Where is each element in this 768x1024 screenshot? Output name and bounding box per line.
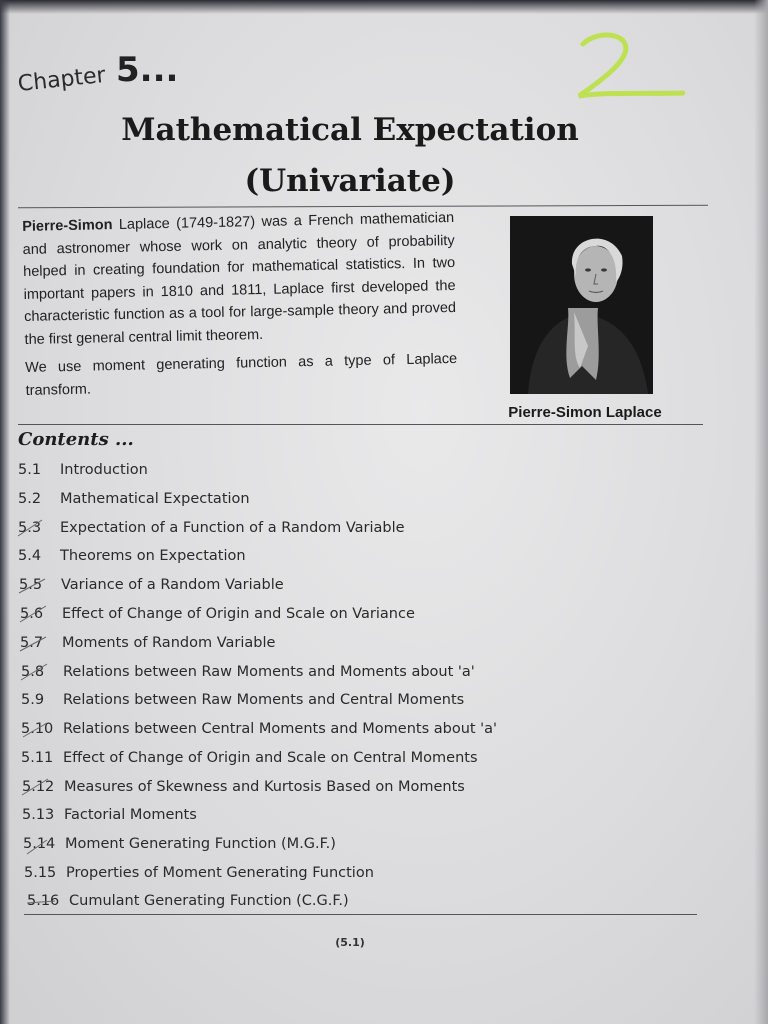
contents-item-number: 5.4 xyxy=(18,548,42,564)
contents-item-label: Theorems on Expectation xyxy=(60,548,246,564)
contents-item-number: 5.16 xyxy=(27,893,60,909)
contents-item-number: 5.13 xyxy=(22,807,55,823)
contents-item-number: 5.1 xyxy=(18,462,42,478)
chapter-title-line2: (Univariate) xyxy=(244,163,456,199)
contents-rule xyxy=(18,424,703,425)
contents-item-label: Effect of Change of Origin and Scale on Central Moments xyxy=(63,750,478,766)
contents-item-label: Introduction xyxy=(60,462,148,478)
contents-item-number: 5.6 xyxy=(20,606,44,622)
bio-name: Pierre-Simon xyxy=(22,217,113,235)
contents-item-label: Moments of Random Variable xyxy=(62,635,276,651)
contents-item-number: 5.7 xyxy=(20,635,44,651)
contents-item-number: 5.5 xyxy=(19,577,43,593)
contents-item-label: Mathematical Expectation xyxy=(60,491,250,507)
contents-item xyxy=(24,865,374,887)
contents-item-number: 5.14 xyxy=(23,836,56,852)
handwritten-2-mark xyxy=(565,30,685,110)
contents-item xyxy=(18,491,250,513)
bio-paragraph-1-text: Laplace (1749-1827) was a French mathematician and astronomer whose work on analytic theory of probability helped in creating foundation for mathematical statistics. In two important papers in 1810 and 1811, Laplace first developed the characteristic function as a tool for large-sample theory and proved the first general central limit theorem. xyxy=(22,209,457,348)
bio-paragraph-1 xyxy=(22,207,457,351)
contents-item xyxy=(18,520,405,542)
contents-item xyxy=(22,779,465,801)
contents-item xyxy=(21,750,478,772)
contents-item-number: 5.10 xyxy=(21,721,54,737)
title-rule xyxy=(18,205,708,208)
contents-item-number: 5.8 xyxy=(21,664,45,680)
contents-item xyxy=(23,836,336,858)
contents-item-label: Moment Generating Function (M.G.F.) xyxy=(65,836,336,852)
chapter-number: 5... xyxy=(116,50,179,90)
contents-heading: Contents ... xyxy=(18,429,134,450)
page-edge-right xyxy=(754,0,768,1024)
contents-item xyxy=(19,577,284,599)
laplace-portrait xyxy=(510,216,653,394)
contents-item-label: Relations between Raw Moments and Central Moments xyxy=(63,692,465,708)
page-edge-top xyxy=(0,0,768,14)
contents-item-label: Effect of Change of Origin and Scale on Variance xyxy=(62,606,415,622)
contents-item xyxy=(20,635,275,657)
contents-item xyxy=(21,721,497,743)
contents-item-number: 5.11 xyxy=(21,750,54,766)
contents-item xyxy=(22,807,197,829)
chapter-title-line1: Mathematical Expectation xyxy=(121,112,579,148)
contents-item-number: 5.9 xyxy=(21,692,45,708)
contents-item-number: 5.2 xyxy=(18,491,42,507)
contents-item-label: Factorial Moments xyxy=(64,807,197,823)
contents-item-label: Relations between Central Moments and Moments about 'a' xyxy=(63,721,498,737)
page-edge-left xyxy=(0,0,10,1024)
portrait-image xyxy=(510,216,653,394)
contents-item-label: Relations between Raw Moments and Moments about 'a' xyxy=(63,664,475,680)
page-number: (5.1) xyxy=(335,936,365,949)
contents-item-label: Properties of Moment Generating Function xyxy=(66,865,374,881)
contents-item xyxy=(21,664,475,686)
contents-item-label: Expectation of a Function of a Random Variable xyxy=(60,520,405,536)
laplace-bio xyxy=(22,207,458,408)
bio-paragraph-2: We use moment generating function as a type of Laplace transform. xyxy=(25,350,458,399)
portrait-caption: Pierre-Simon Laplace xyxy=(508,404,662,421)
contents-item xyxy=(21,692,464,714)
contents-item xyxy=(18,548,246,570)
contents-bottom-rule xyxy=(24,914,697,915)
contents-item xyxy=(18,462,148,484)
chapter-label: Chapter xyxy=(16,62,107,97)
contents-item-number: 5.3 xyxy=(18,520,42,536)
contents-item-label: Measures of Skewness and Kurtosis Based on Moments xyxy=(64,779,465,795)
contents-item xyxy=(27,893,349,915)
contents-item-number: 5.12 xyxy=(22,779,55,795)
contents-item xyxy=(20,606,415,628)
contents-item-label: Variance of a Random Variable xyxy=(61,577,284,593)
contents-item-number: 5.15 xyxy=(24,865,57,881)
contents-item-label: Cumulant Generating Function (C.G.F.) xyxy=(69,893,349,909)
